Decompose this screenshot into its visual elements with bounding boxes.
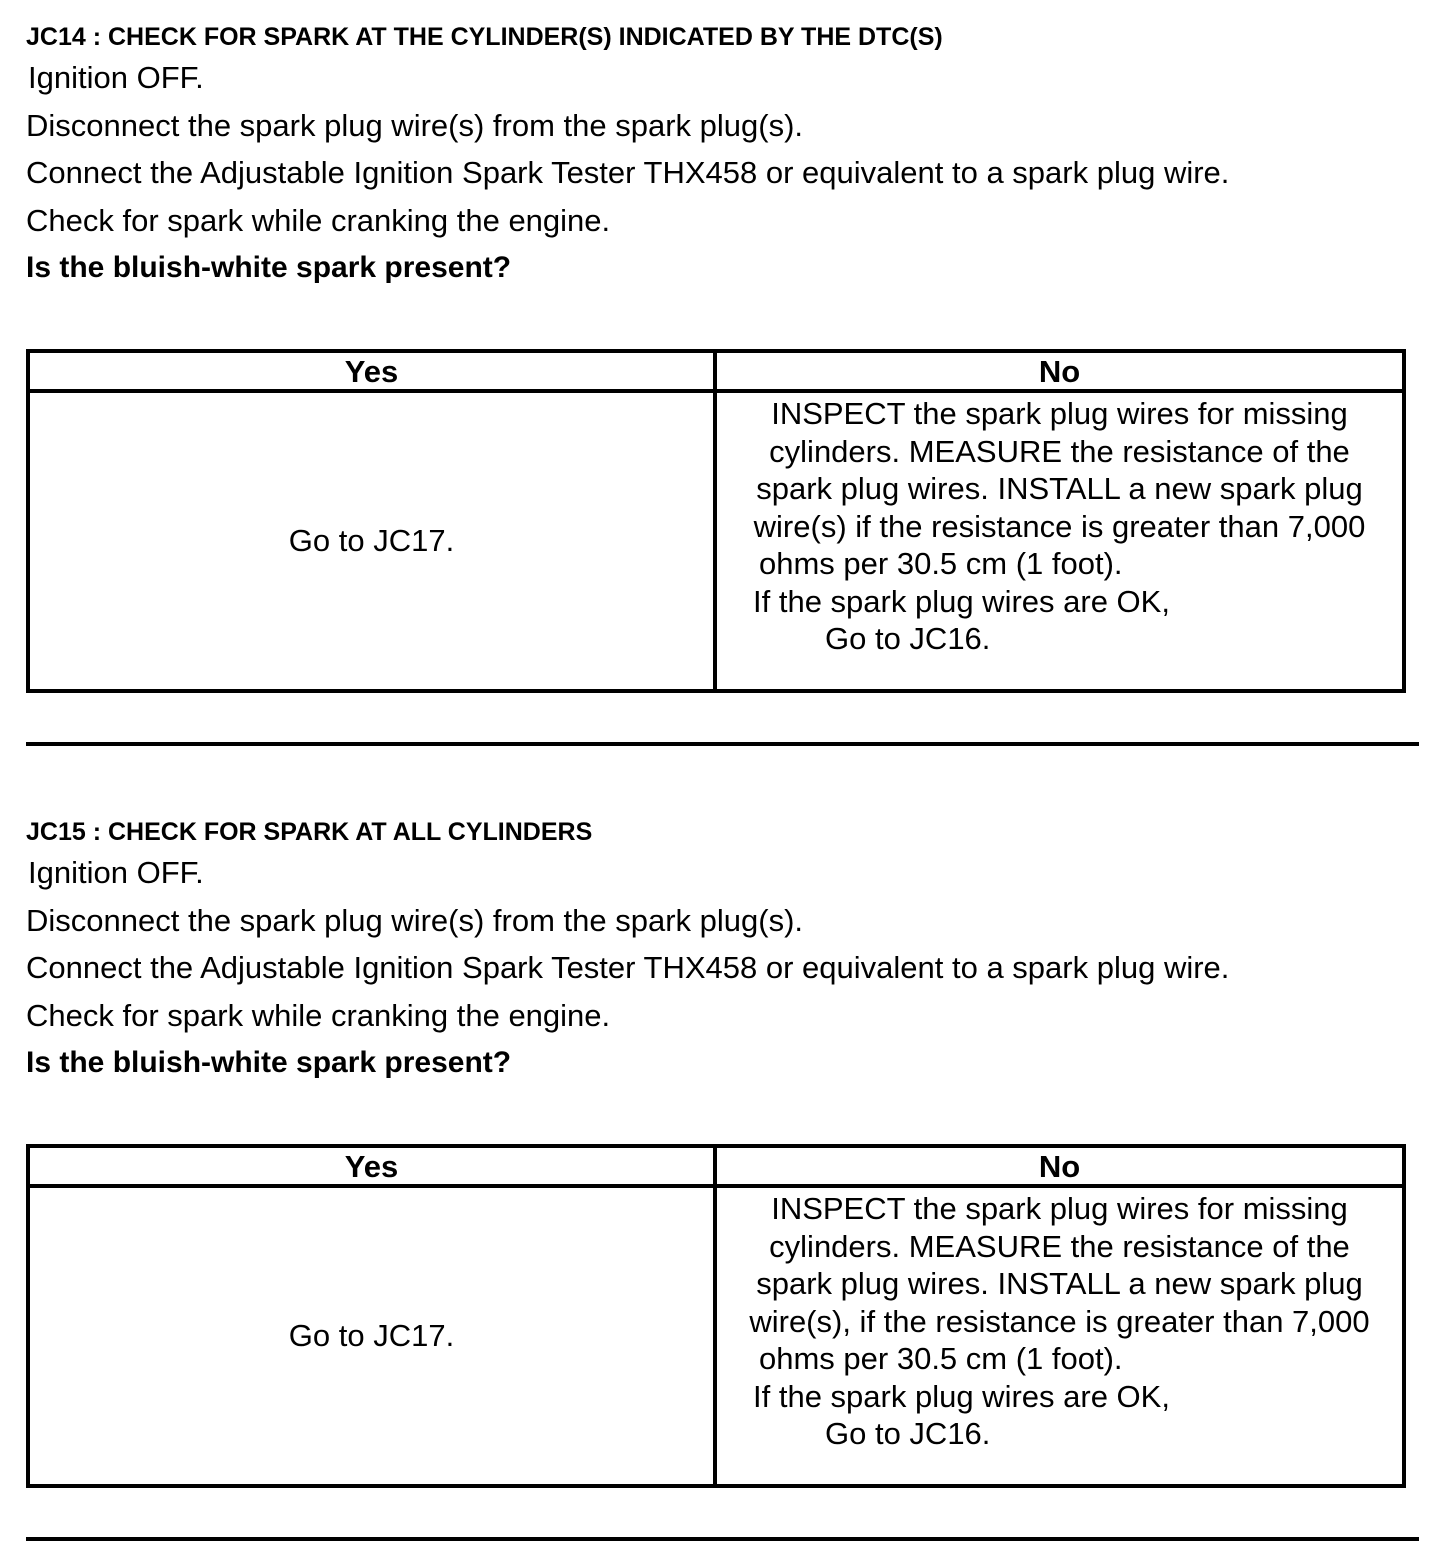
result-table bbox=[26, 1144, 1406, 1488]
no-action-line: spark plug wires. INSTALL a new spark plug bbox=[756, 471, 1363, 506]
section-heading: JC14 : CHECK FOR SPARK AT THE CYLINDER(S) INDICATED BY THE DTC(S) bbox=[26, 23, 943, 51]
step-text: Ignition OFF. bbox=[28, 60, 204, 95]
no-action-line: wire(s), if the resistance is greater than 7,000 bbox=[749, 1303, 1370, 1339]
yes-header: Yes bbox=[30, 353, 717, 393]
yes-cell bbox=[30, 393, 717, 689]
step-text: Disconnect the spark plug wire(s) from the spark plug(s). bbox=[26, 107, 804, 143]
step-text: Check for spark while cranking the engine. bbox=[26, 997, 611, 1033]
no-action-line: If the spark plug wires are OK, bbox=[753, 583, 1170, 619]
no-action-line: wire(s) if the resistance is greater than 7,000 bbox=[753, 508, 1366, 544]
section-divider bbox=[26, 1537, 1419, 1541]
no-cell bbox=[717, 393, 1402, 689]
step-text: Connect the Adjustable Ignition Spark Tester THX458 or equivalent to a spark plug wire. bbox=[26, 155, 1230, 190]
no-cell bbox=[717, 1188, 1402, 1484]
step-text: Ignition OFF. bbox=[28, 855, 204, 890]
no-action-line: INSPECT the spark plug wires for missing bbox=[771, 1191, 1348, 1226]
section-jc14 bbox=[26, 20, 1419, 656]
question-text: Is the bluish-white spark present? bbox=[26, 251, 512, 284]
no-action-line: ohms per 30.5 cm (1 foot). bbox=[759, 1341, 1123, 1376]
no-action-line: spark plug wires. INSTALL a new spark plug bbox=[756, 1266, 1363, 1301]
no-action-line: ohms per 30.5 cm (1 foot). bbox=[759, 546, 1123, 581]
question-text: Is the bluish-white spark present? bbox=[26, 1046, 512, 1079]
no-action-line: If the spark plug wires are OK, bbox=[753, 1378, 1170, 1414]
no-header: No bbox=[717, 353, 1402, 393]
no-action-line: Go to JC16. bbox=[825, 621, 991, 656]
no-action-line: INSPECT the spark plug wires for missing bbox=[771, 396, 1348, 431]
yes-action-text: Go to JC17. bbox=[288, 1318, 455, 1353]
result-table bbox=[26, 349, 1406, 693]
no-header: No bbox=[717, 1148, 1402, 1188]
no-action-line: cylinders. MEASURE the resistance of the bbox=[769, 1228, 1350, 1264]
yes-cell bbox=[30, 1188, 717, 1484]
section-divider bbox=[26, 742, 1419, 746]
step-text: Disconnect the spark plug wire(s) from the spark plug(s). bbox=[26, 902, 804, 938]
step-text: Connect the Adjustable Ignition Spark Tester THX458 or equivalent to a spark plug wire. bbox=[26, 950, 1230, 985]
yes-header: Yes bbox=[30, 1148, 717, 1188]
section-jc15 bbox=[26, 815, 1419, 1451]
yes-action-text: Go to JC17. bbox=[288, 523, 455, 558]
step-text: Check for spark while cranking the engine. bbox=[26, 202, 611, 238]
no-action-line: Go to JC16. bbox=[825, 1416, 991, 1451]
no-action-line: cylinders. MEASURE the resistance of the bbox=[769, 433, 1350, 469]
section-heading: JC15 : CHECK FOR SPARK AT ALL CYLINDERS bbox=[26, 818, 593, 846]
